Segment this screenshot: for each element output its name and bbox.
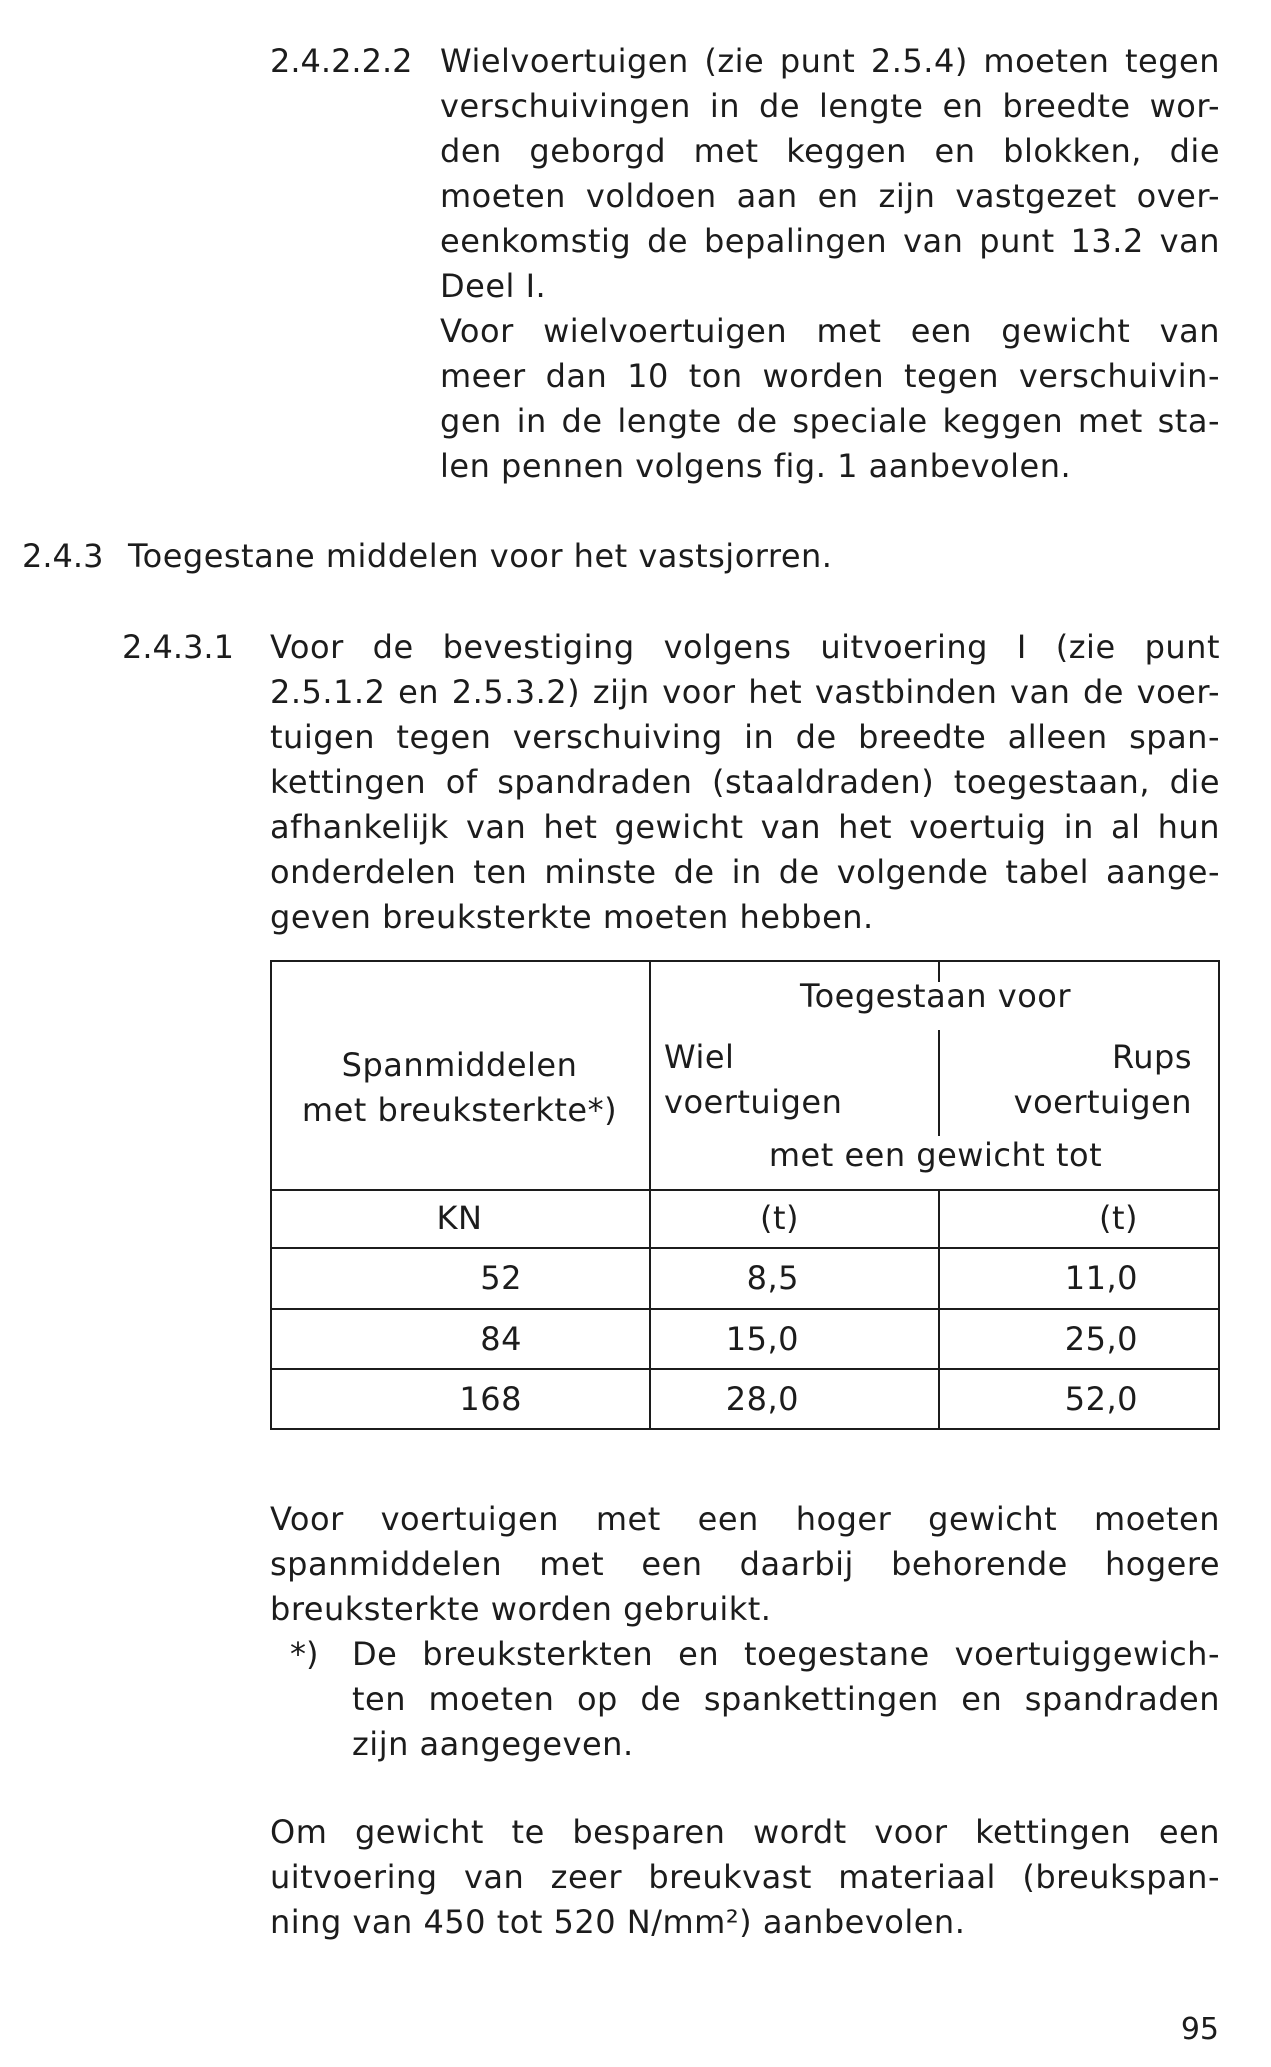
text-line: Wielvoertuigen (zie punt 2.5.4) moeten tegen xyxy=(440,42,1220,80)
section-number-2-4-3: 2.4.3 xyxy=(22,537,104,575)
text-line: geven breuksterkte moeten hebben. xyxy=(270,898,874,936)
text-line: tuigen tegen verschuiving in de breedte alleen span- xyxy=(270,718,1220,756)
after-table-text xyxy=(270,1497,1220,1632)
text-line: afhankelijk van het gewicht van het voertuig in al hun xyxy=(270,808,1220,846)
unit-wiel: (t) xyxy=(759,1199,799,1237)
unit-kn: KN xyxy=(436,1199,483,1237)
table-cell: 84 xyxy=(480,1320,522,1358)
page-number: 95 xyxy=(1180,2012,1219,2047)
text-line: gen in de lengte de speciale keggen met sta- xyxy=(440,402,1220,440)
text-line: len pennen volgens fig. 1 aanbevolen. xyxy=(440,447,1072,485)
table-divider xyxy=(938,1030,940,1136)
table-cell: 15,0 xyxy=(725,1320,799,1358)
text-line: 2.5.1.2 en 2.5.3.2) zijn voor het vastbinden van de voer- xyxy=(270,673,1220,711)
header-label-line: met breuksterkte*) xyxy=(301,1091,618,1129)
breaking-strength-table xyxy=(270,960,1220,1430)
text-line: ten moeten op de spankettingen en spandraden xyxy=(352,1680,1220,1718)
header-rups xyxy=(990,1035,1192,1125)
table-divider xyxy=(270,1247,1220,1249)
text-line: breuksterkte worden gebruikt. xyxy=(270,1590,772,1628)
text-line: Deel I. xyxy=(440,267,547,305)
table-cell: 52 xyxy=(480,1259,522,1297)
header-label-line: Rups xyxy=(1111,1038,1192,1076)
unit-rups: (t) xyxy=(1098,1199,1138,1237)
section-number-2-4-2-2-2: 2.4.2.2.2 xyxy=(270,42,413,80)
header-label-line: voertuigen xyxy=(664,1083,843,1121)
text-line: Voor voertuigen met een hoger gewicht moeten xyxy=(270,1500,1220,1538)
text-line: den geborgd met keggen en blokken, die xyxy=(440,132,1220,170)
footnote-mark: *) xyxy=(290,1635,319,1673)
header-label-line: voertuigen xyxy=(1013,1083,1192,1121)
header-label-line: Spanmiddelen xyxy=(341,1046,578,1084)
text-line: Om gewicht te besparen wordt voor kettingen een xyxy=(270,1813,1220,1851)
table-divider xyxy=(270,1308,1220,1310)
table-cell: 11,0 xyxy=(1064,1259,1138,1297)
text-line: ning van 450 tot 520 N/mm²) aanbevolen. xyxy=(270,1903,966,1941)
section-2-4-3-title: Toegestane middelen voor het vastsjorren. xyxy=(128,537,833,575)
table-divider xyxy=(270,1189,1220,1191)
header-gewicht: met een gewicht tot xyxy=(768,1136,1103,1174)
section-number-2-4-3-1: 2.4.3.1 xyxy=(122,628,234,666)
text-line: De breuksterkten en toegestane voertuiggewich- xyxy=(352,1635,1220,1673)
header-toegestaan: Toegestaan voor xyxy=(799,977,1071,1015)
footnote-text xyxy=(352,1632,1220,1767)
table-cell: 52,0 xyxy=(1064,1380,1138,1418)
text-line: meer dan 10 ton worden tegen verschuivin- xyxy=(440,357,1220,395)
section-2-4-2-2-2-text xyxy=(440,39,1220,489)
section-2-4-3-1-text xyxy=(270,625,1220,940)
text-line: Voor de bevestiging volgens uitvoering I (zie punt xyxy=(270,628,1220,666)
text-line: uitvoering van zeer breukvast materiaal (breukspan- xyxy=(270,1858,1220,1896)
text-line: kettingen of spandraden (staaldraden) toegestaan, die xyxy=(270,763,1220,801)
table-cell: 25,0 xyxy=(1064,1320,1138,1358)
closing-text xyxy=(270,1810,1220,1945)
text-line: eenkomstig de bepalingen van punt 13.2 van xyxy=(440,222,1220,260)
table-divider xyxy=(270,1368,1220,1370)
text-line: verschuivingen in de lengte en breedte wor- xyxy=(440,87,1220,125)
text-line: onderdelen ten minste de in de volgende tabel aange- xyxy=(270,853,1220,891)
table-cell: 168 xyxy=(459,1380,522,1418)
text-line: Voor wielvoertuigen met een gewicht van xyxy=(440,312,1220,350)
table-cell: 28,0 xyxy=(725,1380,799,1418)
table-cell: 8,5 xyxy=(746,1259,799,1297)
header-label-line: Wiel xyxy=(664,1038,735,1076)
text-line: moeten voldoen aan en zijn vastgezet over- xyxy=(440,177,1220,215)
text-line: spanmiddelen met een daarbij behorende hogere xyxy=(270,1545,1220,1583)
header-wiel xyxy=(664,1035,842,1125)
header-spanmiddelen xyxy=(270,1043,649,1133)
text-line: zijn aangegeven. xyxy=(352,1725,634,1763)
